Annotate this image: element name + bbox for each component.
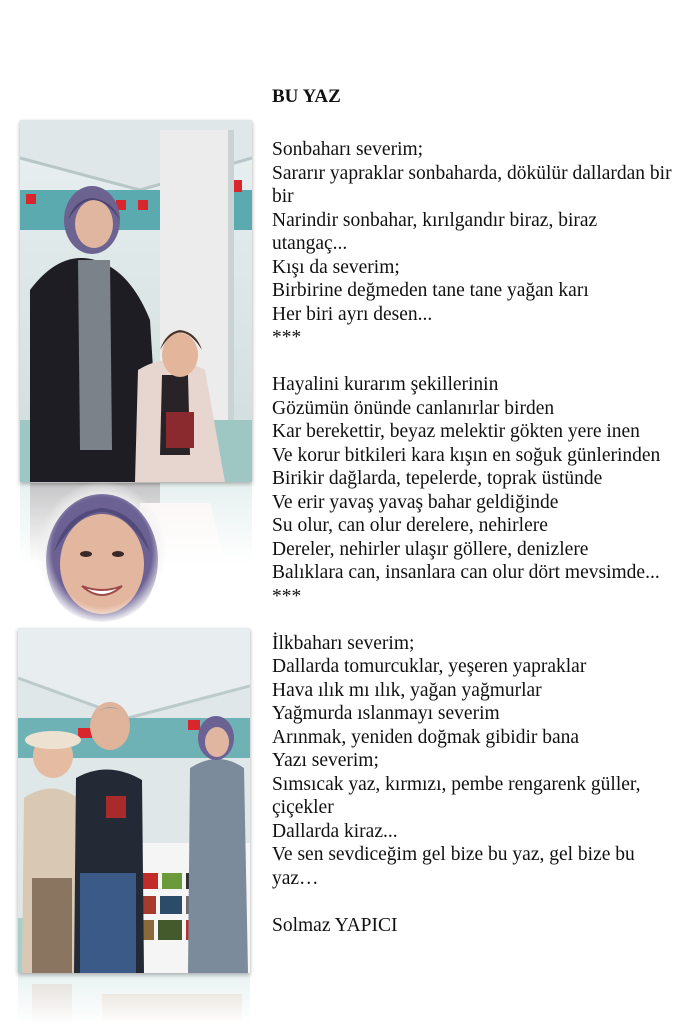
bottom-photo-reflection bbox=[18, 974, 250, 1024]
author-with-girl-photo bbox=[20, 120, 252, 482]
poem-line: Narindir sonbahar, kırılgandır biraz, biraz utangaç... bbox=[272, 209, 598, 254]
poem-line: Sonbaharı severim; bbox=[272, 139, 424, 160]
stanza-3 bbox=[272, 632, 672, 891]
poem-line: Dallarda tomurcuklar, yeşeren yapraklar bbox=[272, 656, 587, 677]
poem-line: Her biri ayrı desen... bbox=[272, 303, 433, 325]
author-portrait-photo bbox=[38, 482, 166, 622]
poem-line: Birikir dağlarda, tepelerde, toprak üstünde bbox=[272, 468, 603, 489]
poem-line: Su olur, can olur derelere, nehirlere bbox=[272, 515, 548, 536]
poem-line: Yazı severim; bbox=[272, 750, 379, 771]
poem-line: Sımsıcak yaz, kırmızı, pembe rengarenk güller, çiçekler bbox=[272, 773, 641, 818]
stanza-separator: *** bbox=[272, 327, 302, 348]
poem-line: Ve sen sevdiceğim gel bize bu yaz, gel bize bu yaz… bbox=[272, 844, 635, 889]
stanza-separator: *** bbox=[272, 585, 302, 607]
poem-line: Ve erir yavaş yavaş bahar geldiğinde bbox=[272, 491, 559, 513]
poem-line: Dallarda kiraz... bbox=[272, 820, 398, 842]
stanza-1 bbox=[272, 138, 672, 350]
book-fair-group-photo bbox=[18, 628, 250, 973]
poem bbox=[272, 86, 672, 937]
author-signature: Solmaz YAPICI bbox=[272, 914, 398, 936]
poem-line: Arınmak, yeniden doğmak gibidir bana bbox=[272, 726, 580, 748]
poem-title: BU YAZ bbox=[272, 86, 341, 107]
poem-line: Birbirine değmeden tane tane yağan karı bbox=[272, 280, 589, 301]
poem-line: Hayalini kurarım şekillerinin bbox=[272, 374, 499, 395]
poem-line: Sararır yapraklar sonbaharda, dökülür dallardan bir bir bbox=[272, 162, 672, 207]
poem-line: Kar berekettir, beyaz melektir gökten yere inen bbox=[272, 421, 640, 442]
poem-line: Kışı da severim; bbox=[272, 256, 400, 278]
stanza-2 bbox=[272, 373, 672, 608]
poem-line: Yağmurda ıslanmayı severim bbox=[272, 703, 500, 724]
poem-line: Gözümün önünde canlanırlar birden bbox=[272, 397, 555, 419]
poem-line: Hava ılık mı ılık, yağan yağmurlar bbox=[272, 679, 542, 701]
poem-line: İlkbaharı severim; bbox=[272, 632, 415, 654]
poem-line: Balıklara can, insanlara can olur dört mevsimde... bbox=[272, 562, 660, 583]
poem-line: Ve korur bitkileri kara kışın en soğuk günlerinden bbox=[272, 444, 661, 466]
poem-line: Dereler, nehirler ulaşır göllere, denizlere bbox=[272, 538, 589, 560]
